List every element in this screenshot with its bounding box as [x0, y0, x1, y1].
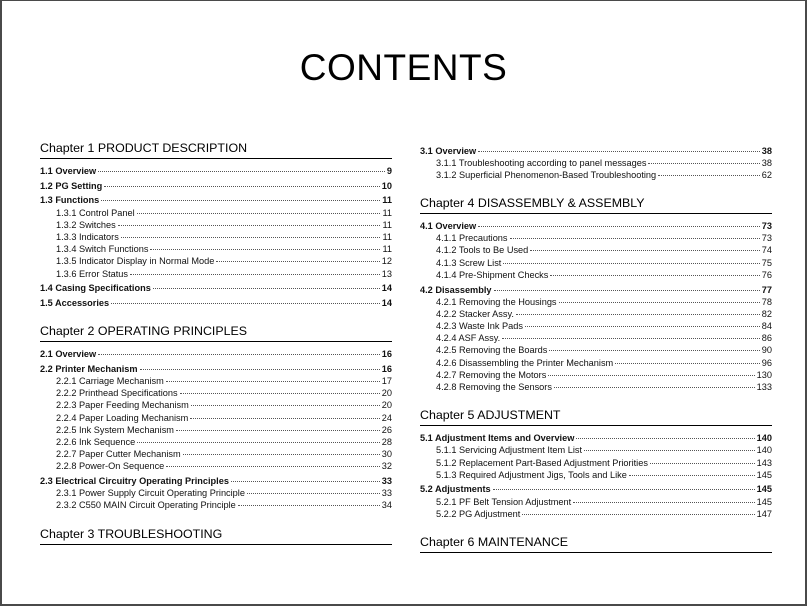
toc-entry-page-number: 84	[761, 321, 772, 332]
chapter-name: PRODUCT DESCRIPTION	[97, 141, 248, 155]
toc-entry-label: 4.1.1 Precautions	[436, 233, 508, 244]
dot-leader	[130, 265, 380, 275]
chapter-heading[interactable]	[420, 196, 772, 214]
toc-entry-label: 2.2 Printer Mechanism	[40, 363, 138, 374]
toc-entry-label: 4.2.1 Removing the Housings	[436, 296, 557, 307]
spacer	[40, 308, 392, 324]
toc-entry-2-1[interactable]	[40, 347, 392, 359]
chapter-name: DISASSEMBLY & ASSEMBLY	[477, 196, 645, 211]
dot-leader	[231, 472, 380, 482]
chapter-prefix: Chapter 2	[40, 324, 95, 339]
toc-entry-label: 5.2.1 PF Belt Tension Adjustment	[436, 496, 572, 507]
toc-entry-1-3-6[interactable]	[40, 267, 392, 279]
dot-leader	[191, 396, 380, 406]
toc-entry-page-number: 147	[756, 508, 772, 519]
toc-entry-1-2[interactable]	[40, 179, 392, 191]
toc-entry-label: 1.3.4 Switch Functions	[56, 244, 149, 255]
chapter-heading[interactable]	[40, 527, 392, 545]
toc-entry-label: 5.1.3 Required Adjustment Jigs, Tools and Like	[436, 469, 627, 480]
chapter-name: TROUBLESHOOTING	[97, 526, 223, 541]
toc-entry-label: 4.2.6 Disassembling the Printer Mechanism	[436, 357, 614, 368]
dot-leader	[247, 484, 380, 494]
dot-leader	[576, 429, 754, 439]
chapter-heading[interactable]	[420, 408, 772, 426]
dot-leader	[573, 493, 754, 503]
spacer	[420, 180, 772, 196]
toc-entry-label: 1.3.3 Indicators	[56, 231, 119, 242]
dot-leader	[166, 372, 380, 382]
toc-entry-page-number: 9	[386, 166, 392, 176]
chapter-chapter-2	[40, 324, 392, 510]
toc-entry-label: 4.1 Overview	[420, 221, 477, 232]
toc-entry-page-number: 74	[761, 245, 772, 256]
toc-entry-label: 4.2.7 Removing the Motors	[436, 369, 547, 380]
dot-leader	[559, 293, 760, 303]
toc-entry-label: 2.3 Electrical Circuitry Operating Principles	[40, 475, 229, 486]
page-title: CONTENTS	[299, 47, 508, 88]
dot-leader	[648, 154, 759, 164]
toc-entry-page-number: 34	[381, 500, 392, 511]
toc-entry-page-number: 20	[381, 388, 392, 399]
toc-entry-label: 3.1.2 Superficial Phenomenon-Based Troubleshooting	[436, 169, 657, 180]
dot-leader	[510, 229, 760, 239]
toc-entry-2-3-2[interactable]	[40, 498, 392, 510]
dot-leader	[140, 360, 380, 370]
dot-leader	[137, 204, 381, 214]
toc-entry-page-number: 38	[761, 145, 772, 156]
toc-entry-page-number: 62	[761, 169, 772, 180]
dot-leader	[104, 177, 379, 187]
toc-entry-4-1-4[interactable]	[420, 268, 772, 280]
toc-entry-label: 4.2.5 Removing the Boards	[436, 345, 548, 356]
chapter-heading[interactable]	[40, 141, 392, 159]
toc-entry-page-number: 33	[381, 475, 392, 486]
toc-entry-label: 2.2.4 Paper Loading Mechanism	[56, 412, 189, 423]
toc-entry-page-number: 145	[756, 484, 772, 495]
toc-entry-page-number: 14	[381, 297, 392, 308]
dot-leader	[150, 240, 380, 250]
toc-entry-label: 5.1 Adjustment Items and Overview	[420, 433, 575, 444]
dot-leader	[238, 496, 380, 506]
toc-entry-page-number: 76	[761, 269, 772, 280]
toc-entry-label: 1.3.1 Control Panel	[56, 207, 135, 218]
toc-entry-label: 4.2.2 Stacker Assy.	[436, 308, 514, 319]
toc-entry-label: 2.2.3 Paper Feeding Mechanism	[56, 400, 189, 411]
dot-leader	[111, 294, 380, 304]
spacer	[420, 392, 772, 408]
toc-entry-label: 2.2.2 Printhead Specifications	[56, 388, 178, 399]
toc-entry-label: 1.3.2 Switches	[56, 219, 116, 230]
dot-leader	[629, 466, 755, 476]
chapter-prefix: Chapter 3	[40, 526, 95, 541]
chapter-heading[interactable]	[420, 535, 772, 553]
chapter-name: ADJUSTMENT	[477, 408, 561, 423]
dot-leader	[525, 317, 760, 327]
toc-entry-page-number: 82	[761, 308, 772, 319]
toc-entry-1-1[interactable]	[40, 164, 392, 176]
dot-leader	[494, 281, 760, 291]
toc-entry-5-1-3[interactable]	[420, 468, 772, 480]
toc-entry-label: 4.2.8 Removing the Sensors	[436, 382, 552, 392]
toc-entry-page-number: 133	[756, 382, 772, 392]
chapter-3-continued	[420, 144, 772, 181]
dot-leader	[522, 505, 754, 515]
dot-leader	[216, 252, 379, 262]
chapter-prefix: Chapter 4	[420, 196, 475, 211]
toc-entry-4-2-8[interactable]	[420, 380, 772, 392]
dot-leader	[550, 266, 759, 276]
toc-entry-page-number: 75	[761, 257, 772, 268]
toc-entry-page-number: 11	[382, 195, 392, 206]
toc-left-column	[40, 141, 392, 550]
toc-entry-page-number: 17	[381, 375, 392, 386]
dot-leader	[478, 142, 760, 152]
toc-entry-page-number: 13	[381, 268, 392, 279]
toc-entry-label: 2.2.7 Paper Cutter Mechanism	[56, 449, 181, 460]
dot-leader	[183, 445, 380, 455]
dot-leader	[101, 191, 380, 201]
toc-entry-page-number: 30	[381, 449, 392, 460]
dot-leader	[493, 480, 755, 490]
toc-entry-page-number: 28	[381, 436, 392, 447]
toc-entry-label: 4.1.3 Screw List	[436, 257, 502, 268]
toc-entry-page-number: 20	[381, 400, 392, 411]
dot-leader	[658, 166, 760, 176]
toc-entry-page-number: 86	[761, 333, 772, 344]
dot-leader	[502, 329, 760, 339]
dot-leader	[516, 305, 760, 315]
toc-entry-page-number: 11	[382, 244, 392, 255]
dot-leader	[137, 433, 380, 443]
toc-entry-1-4[interactable]	[40, 281, 392, 293]
dot-leader	[554, 378, 755, 388]
dot-leader	[176, 421, 380, 431]
dot-leader	[584, 441, 755, 451]
toc-entry-label: 1.3.6 Error Status	[56, 268, 129, 279]
dot-leader	[549, 341, 759, 351]
spacer	[420, 519, 772, 535]
toc-entry-page-number: 26	[381, 424, 392, 435]
toc-entry-page-number: 24	[381, 412, 392, 423]
toc-entry-label: 5.1.1 Servicing Adjustment Item List	[436, 445, 583, 456]
toc-entry-page-number: 145	[756, 496, 772, 507]
dot-leader	[478, 217, 760, 227]
dot-leader	[503, 254, 759, 264]
toc-entry-5-2-2[interactable]	[420, 507, 772, 519]
toc-entry-page-number: 12	[381, 256, 392, 267]
toc-entry-page-number: 32	[381, 461, 392, 472]
toc-entry-label: 2.2.1 Carriage Mechanism	[56, 375, 164, 386]
chapter-prefix: Chapter 6	[420, 535, 475, 549]
chapter-name: MAINTENANCE	[477, 535, 569, 549]
dot-leader	[650, 454, 755, 464]
toc-entry-page-number: 90	[761, 345, 772, 356]
chapter-heading[interactable]	[40, 324, 392, 342]
toc-entry-label: 1.1 Overview	[40, 166, 97, 176]
toc-entry-label: 3.1 Overview	[420, 145, 477, 156]
toc-entry-2-2-8[interactable]	[40, 459, 392, 471]
chapter-chapter-4	[420, 196, 772, 392]
toc-entry-label: 1.5 Accessories	[40, 297, 110, 308]
dot-leader	[121, 228, 381, 238]
toc-right-column	[420, 141, 772, 558]
chapter-name: OPERATING PRINCIPLES	[97, 324, 248, 339]
toc-entry-label: 2.1 Overview	[40, 349, 97, 360]
toc-entry-label: 5.2 Adjustments	[420, 484, 491, 495]
toc-entry-page-number: 73	[761, 221, 772, 232]
toc-entry-label: 1.4 Casing Specifications	[40, 283, 151, 294]
toc-entry-page-number: 10	[381, 180, 392, 191]
dot-leader	[548, 366, 754, 376]
toc-entry-page-number: 145	[756, 469, 772, 480]
toc-entry-label: 4.1.2 Tools to Be Used	[436, 245, 529, 256]
toc-entry-page-number: 96	[761, 357, 772, 368]
dot-leader	[180, 384, 380, 394]
toc-entry-label: 4.2.4 ASF Assy.	[436, 333, 501, 344]
toc-entry-page-number: 73	[761, 233, 772, 244]
toc-entry-label: 2.2.6 Ink Sequence	[56, 436, 136, 447]
toc-entry-label: 2.3.2 C550 MAIN Circuit Operating Principle	[56, 500, 236, 511]
chapter-chapter-5	[420, 408, 772, 519]
toc-entry-page-number: 14	[381, 283, 392, 294]
dot-leader	[530, 241, 759, 251]
toc-entry-label: 1.2 PG Setting	[40, 180, 103, 191]
spacer	[40, 511, 392, 527]
toc-entry-label: 4.2.3 Waste Ink Pads	[436, 321, 523, 332]
toc-entry-page-number: 16	[381, 363, 392, 374]
toc-entry-label: 4.2 Disassembly	[420, 284, 492, 295]
toc-entry-label: 1.3 Functions	[40, 195, 100, 206]
dot-leader	[190, 409, 379, 419]
toc-entry-page-number: 16	[381, 349, 392, 360]
toc-entry-label: 2.2.8 Power-On Sequence	[56, 461, 165, 472]
dot-leader	[98, 345, 380, 355]
dot-leader	[615, 354, 760, 364]
toc-entry-label: 5.2.2 PG Adjustment	[436, 508, 521, 519]
toc-entry-page-number: 143	[756, 457, 772, 468]
toc-entry-1-5[interactable]	[40, 296, 392, 308]
dot-leader	[166, 457, 379, 467]
toc-entry-page-number: 38	[761, 157, 772, 168]
toc-entry-label: 3.1.1 Troubleshooting according to panel messages	[436, 157, 647, 168]
dot-leader	[118, 216, 381, 226]
toc-entry-page-number: 140	[756, 433, 772, 444]
chapter-chapter-3	[40, 527, 392, 545]
toc-entry-page-number: 78	[761, 296, 772, 307]
toc-entry-label: 1.3.5 Indicator Display in Normal Mode	[56, 256, 215, 267]
dot-leader	[153, 279, 380, 289]
toc-entry-label: 4.1.4 Pre-Shipment Checks	[436, 269, 549, 280]
chapter-prefix: Chapter 5	[420, 408, 475, 423]
dot-leader	[98, 162, 385, 172]
toc-entry-page-number: 33	[381, 488, 392, 499]
toc-entry-label: 2.2.5 Ink System Mechanism	[56, 424, 174, 435]
toc-entry-page-number: 130	[756, 369, 772, 380]
toc-entry-label: 2.3.1 Power Supply Circuit Operating Principle	[56, 488, 245, 499]
toc-entry-3-1-2[interactable]	[420, 168, 772, 180]
chapter-chapter-1	[40, 141, 392, 308]
chapter-prefix: Chapter 1	[40, 141, 95, 155]
toc-entry-page-number: 11	[382, 231, 392, 242]
toc-entry-page-number: 77	[761, 284, 772, 295]
chapter-chapter-6	[420, 535, 772, 553]
toc-entry-label: 5.1.2 Replacement Part-Based Adjustment Priorities	[436, 457, 648, 468]
toc-entry-page-number: 11	[382, 219, 392, 230]
toc-entry-page-number: 11	[382, 207, 392, 218]
toc-entry-page-number: 140	[756, 445, 772, 456]
